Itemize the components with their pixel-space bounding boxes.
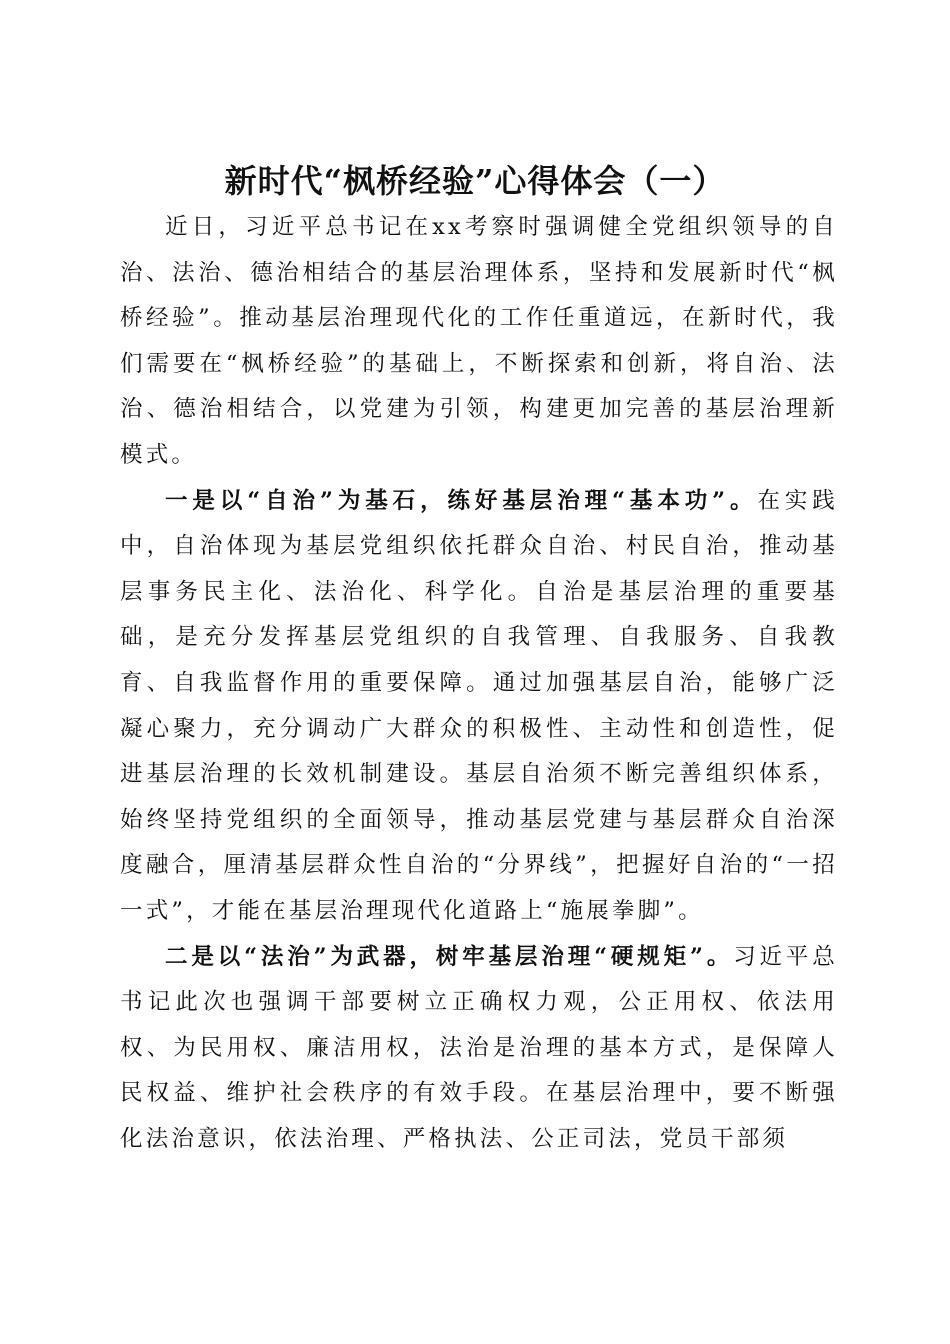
paragraph-text: 习近平总书记此次也强调干部要树立正确权力观，公正用权、依法用权、为民用权、廉洁用权，法治是治理的基本方式，是保障人民权益、维护社会秩序的有效手段。在基层治理中，要不断强化法治意识，依法治理、严格执法、公正司法，党员干部须 <box>120 943 838 1152</box>
paragraph-lead: 一是以“自治”为基石，练好基层治理“基本功”。 <box>165 487 758 514</box>
paragraph-lead: 二是以“法治”为武器，树牢基层治理“硬规矩”。 <box>165 943 734 970</box>
paragraph-text: 在实践中，自治体现为基层党组织依托群众自治、村民自治，推动基层事务民主化、法治化、科学化。自治是基层治理的重要基础，是充分发挥基层党组织的自我管理、自我服务、自我教育、自我监督作用的重要保障。通过加强基层自治，能够广泛凝心聚力，充分调动广大群众的积极性、主动性和创造性，促进基层治理的长效机制建设。基层自治须不断完善组织体系，始终坚持党组织的全面领导，推动基层党建与基层群众自治深度融合，厘清基层群众性自治的“分界线”，把握好自治的“一招一式”，才能在基层治理现代化道路上“施展拳脚”。 <box>120 487 838 924</box>
paragraph-intro <box>120 205 838 479</box>
document-body <box>120 205 838 1162</box>
document-title: 新时代“枫桥经验”心得体会（一） <box>224 162 726 201</box>
paragraph-self-governance <box>120 479 838 935</box>
paragraph-text: 近日，习近平总书记在xx考察时强调健全党组织领导的自治、法治、德治相结合的基层治理体系，坚持和发展新时代“枫桥经验”。推动基层治理现代化的工作任重道远，在新时代，我们需要在“枫桥经验”的基础上，不断探索和创新，将自治、法治、德治相结合，以党建为引领，构建更加完善的基层治理新模式。 <box>120 214 838 468</box>
paragraph-rule-of-law <box>120 935 838 1163</box>
